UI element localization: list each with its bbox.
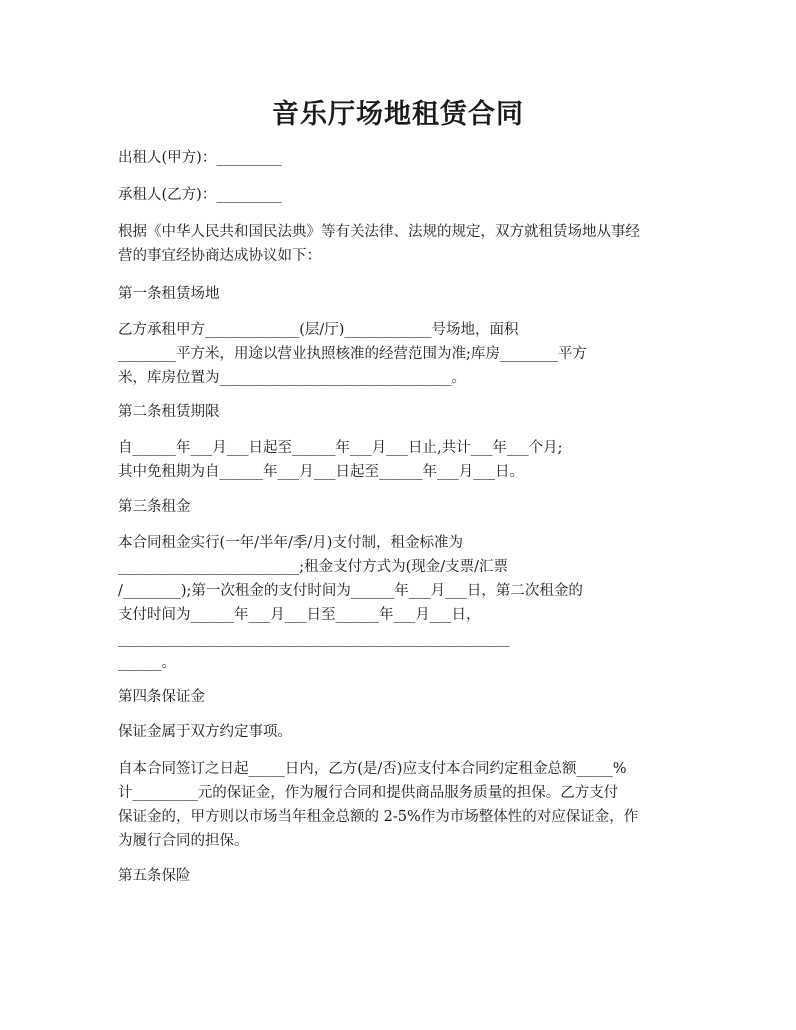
section-5-heading: 第五条保险 — [118, 868, 191, 884]
section-4-line-1: 自本合同签订之日起_____日内，乙方(是/否)应支付本合同约定租金总额_____% — [118, 761, 627, 777]
section-3-line-4: 支付时间为______年___月___日至______年___月___日， — [118, 607, 481, 623]
intro-line-1: 根据《中华人民共和国民法典》等有关法律、法规的规定，双方就租赁场地从事经 — [118, 224, 640, 240]
section-4-line-2: 计_________元的保证金，作为履行合同和提供商品服务质量的担保。乙方支付 — [118, 785, 619, 801]
section-3-line-2: _________________________;租金支付方式为(现金/支票/汇票 — [118, 559, 509, 575]
section-2-line-2: 其中免租期为自______年___月___日起至______年___月___日。 — [118, 464, 524, 480]
section-3-line-1: 本合同租金实行(一年/半年/季/月)支付制，租金标准为 — [118, 535, 463, 551]
section-1-heading: 第一条租赁场地 — [118, 286, 220, 302]
document-title: 音乐厅场地租赁合同 — [272, 99, 524, 130]
section-3-line-3: /________);第一次租金的支付时间为______年___月___日，第二次租金的 — [118, 583, 583, 599]
section-4-heading: 第四条保证金 — [118, 689, 205, 705]
section-3-heading: 第三条租金 — [118, 499, 191, 515]
section-3-line-5: ______________________________________________________ — [118, 631, 510, 647]
section-1-line-3: 米，库房位置为________________________________。 — [118, 370, 466, 386]
section-1-line-1: 乙方承租甲方_____________(层/厅)____________号场地，面积 — [118, 322, 519, 338]
section-3-line-6: ______。 — [118, 655, 176, 671]
section-2-heading: 第二条租赁期限 — [118, 404, 220, 420]
section-4-line-4: 为履行合同的担保。 — [118, 833, 249, 849]
lessee-line: 承租人(乙方)：_________ — [118, 187, 282, 203]
section-4-para-1: 保证金属于双方约定事项。 — [118, 724, 292, 740]
intro-line-2: 营的事宜经协商达成协议如下： — [118, 248, 321, 264]
section-2-line-1: 自______年___月___日起至______年___月___日止,共计___年___个月; — [118, 440, 563, 456]
section-1-line-2: ________平方米，用途以营业执照核准的经营范围为准;库房________平方 — [118, 346, 587, 362]
section-4-line-3: 保证金的，甲方则以市场当年租金总额的 2-5%作为市场整体性的对应保证金，作 — [118, 809, 639, 825]
lessor-line: 出租人(甲方)：_________ — [118, 150, 282, 166]
